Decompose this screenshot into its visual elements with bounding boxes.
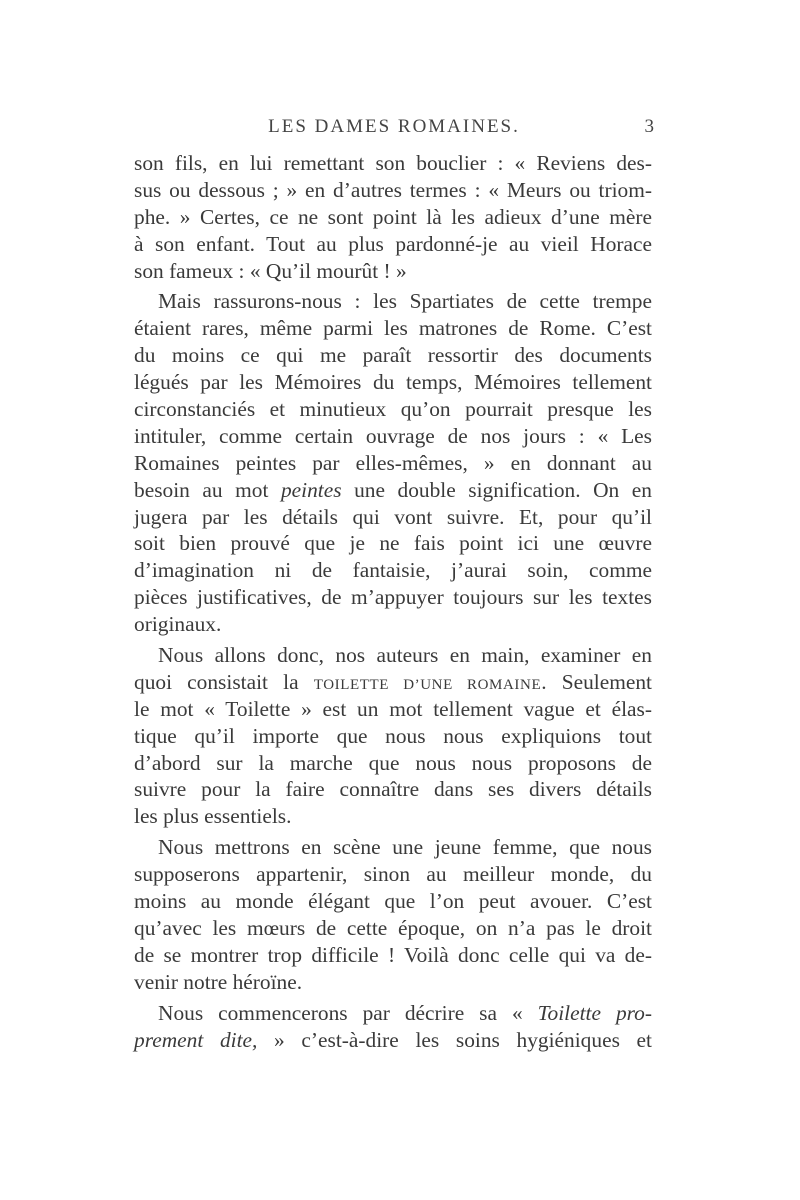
running-title: LES DAMES ROMAINES. (268, 116, 520, 137)
text-line (134, 1027, 652, 1054)
text-run: Mais rassurons-nous : les Spartiates de cette trempe (158, 289, 652, 314)
text-run: tique qu’il importe que nous nous expliquions tout (134, 723, 652, 748)
text-run: originaux. (134, 612, 222, 637)
text-line (134, 642, 652, 669)
text-run: circonstanciés et minutieux qu’on pourrait presque les (134, 397, 652, 422)
text-run: Romaines peintes par elles-mêmes, » en donnant au (134, 450, 652, 475)
text-run: sus ou dessous ; » en d’autres termes : « Meurs ou triom- (134, 177, 652, 202)
text-line (134, 834, 652, 861)
text-run: Nous allons donc, nos auteurs en main, examiner en (158, 643, 652, 668)
text-run: les plus essentiels. (134, 804, 292, 829)
text-run: besoin au mot (134, 477, 281, 502)
text-run: suivre pour la faire connaître dans ses divers détails (134, 777, 652, 802)
text-run: une double signification. On en (341, 477, 652, 502)
italic-text: peintes (280, 477, 342, 502)
text-run: venir notre héroïne. (134, 969, 303, 994)
text-run: pièces justificatives, de m’appuyer toujours sur les textes (134, 585, 652, 610)
text-line (134, 611, 652, 638)
text-line (134, 204, 652, 231)
text-line (134, 369, 652, 396)
text-run: moins au monde élégant que l’on peut avouer. C’est (134, 889, 652, 914)
text-run: à son enfant. Tout au plus pardonné-je au vieil Horace (134, 231, 652, 256)
text-run: . Seulement (541, 669, 652, 694)
text-run: d’imagination ni de fantaisie, j’aurai soin, comme (134, 558, 652, 583)
paragraph (134, 642, 652, 830)
paragraph (134, 150, 652, 284)
text-run: » c’est-à-dire les soins hygiéniques et (257, 1027, 652, 1052)
text-run: de se montrer trop difficile ! Voilà donc celle qui va de- (134, 942, 652, 967)
text-line (134, 177, 652, 204)
text-run: soit bien prouvé que je ne fais point ici une œuvre (134, 531, 652, 556)
text-run: quoi consistait la (134, 669, 314, 694)
text-run: du moins ce qui me paraît ressortir des documents (134, 343, 652, 368)
text-line (134, 231, 652, 258)
paragraph (134, 834, 652, 995)
text-run: Nous commencerons par décrire sa « (158, 1000, 538, 1025)
text-line (134, 969, 652, 996)
paragraph (134, 288, 652, 638)
text-line (134, 504, 652, 531)
text-run: son fils, en lui remettant son bouclier : « Reviens des- (134, 151, 652, 175)
text-line (134, 942, 652, 969)
text-run: étaient rares, même parmi les matrones de Rome. C’est (134, 316, 652, 341)
text-run: phe. » Certes, ce ne sont point là les adieux d’une mère (134, 204, 652, 229)
text-line (134, 750, 652, 777)
text-run: jugera par les détails qui vont suivre. Et, pour qu’il (134, 504, 652, 529)
text-line (134, 669, 652, 696)
text-run: intituler, comme certain ouvrage de nos jours : « Les (134, 423, 652, 448)
running-head (134, 116, 654, 142)
text-line (134, 723, 652, 750)
text-line (134, 315, 652, 342)
text-line (134, 803, 652, 830)
text-run: son fameux : « Qu’il mourût ! » (134, 258, 407, 283)
text-line (134, 342, 652, 369)
text-line (134, 477, 652, 504)
italic-text: Toilette pro- (537, 1000, 653, 1025)
text-line (134, 1000, 652, 1027)
text-line (134, 258, 652, 285)
text-line (134, 396, 652, 423)
text-run: le mot « Toilette » est un mot tellement vague et élas- (134, 696, 652, 721)
text-line (134, 696, 652, 723)
text-line (134, 288, 652, 315)
text-run: supposerons appartenir, sinon au meilleur monde, du (134, 862, 652, 887)
italic-text: prement dite, (134, 1027, 258, 1052)
text-line (134, 450, 652, 477)
body-text (134, 150, 652, 1057)
text-line (134, 915, 652, 942)
text-run: d’abord sur la marche que nous nous proposons de (134, 750, 652, 775)
text-line (134, 776, 652, 803)
text-run: qu’avec les mœurs de cette époque, on n’a pas le droit (134, 915, 652, 940)
page-number: 3 (644, 116, 654, 137)
text-run: Nous mettrons en scène une jeune femme, que nous (158, 835, 652, 860)
text-line (134, 423, 652, 450)
small-caps-text: TOILETTE D’UNE ROMAINE (313, 676, 542, 693)
text-line (134, 150, 652, 177)
text-line (134, 888, 652, 915)
text-line (134, 530, 652, 557)
text-line (134, 584, 652, 611)
text-line (134, 861, 652, 888)
text-line (134, 557, 652, 584)
paragraph (134, 1000, 652, 1054)
text-run: légués par les Mémoires du temps, Mémoires tellement (134, 370, 652, 395)
